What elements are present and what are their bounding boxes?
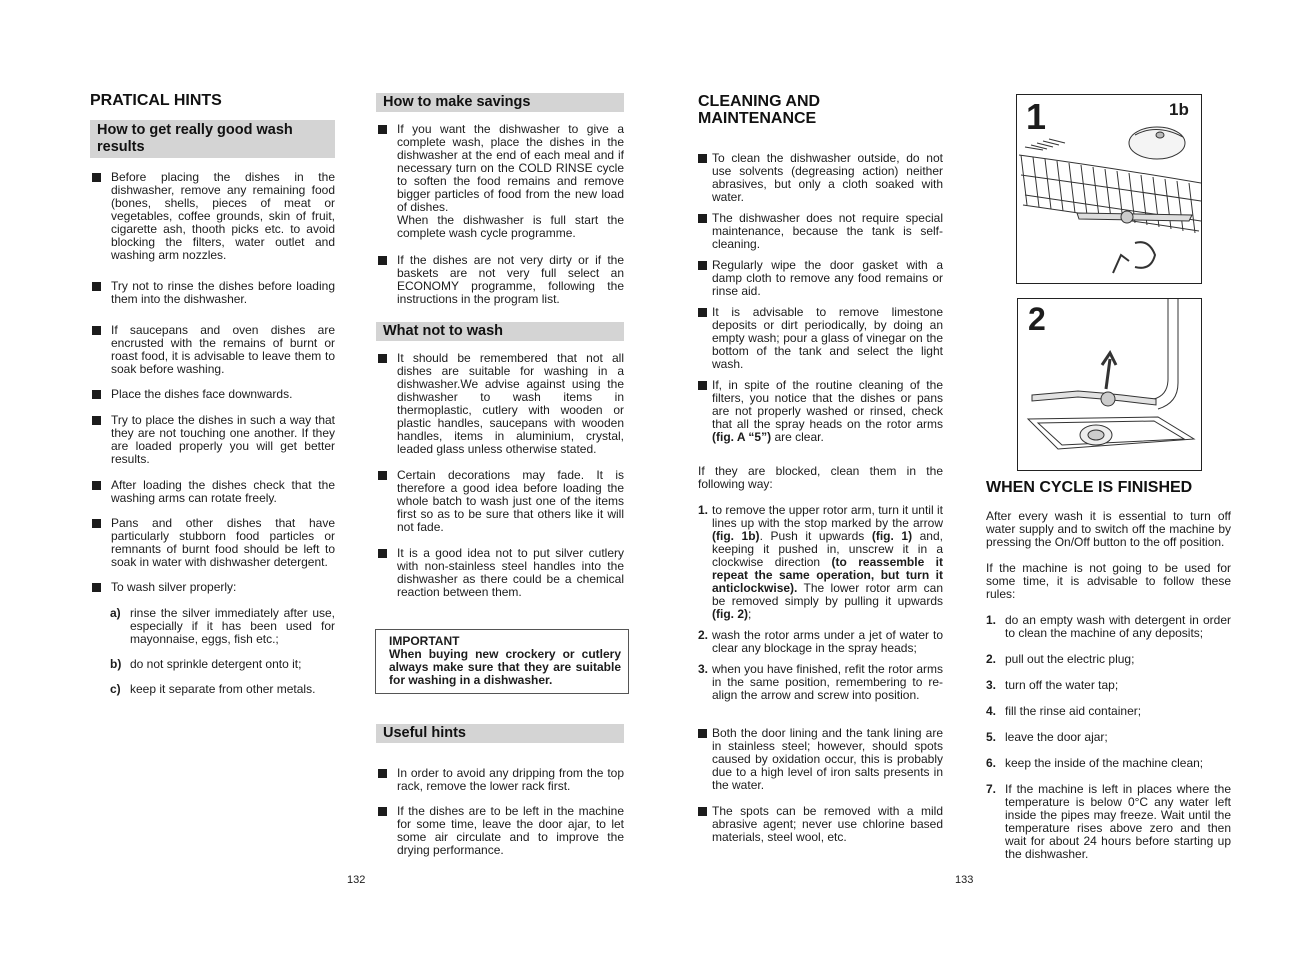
bullet-icon: [92, 583, 101, 592]
bullet-icon: [698, 154, 707, 163]
blocked-intro: If they are blocked, clean them in the following way:: [698, 464, 943, 491]
list-item: After loading the dishes check that the washing arms can rotate freely.: [90, 479, 335, 505]
not-wash-section: [376, 322, 624, 599]
figure-1: [1016, 94, 1202, 284]
bullet-icon: [378, 769, 387, 778]
list-item: In order to avoid any dripping from the top rack, remove the lower rack first.: [376, 767, 624, 793]
cycle-intro: After every wash it is essential to turn off water supply and to switch off the machine by pressing the On/Off button to the off position.: [986, 509, 1231, 549]
savings-heading: How to make savings: [376, 93, 624, 112]
inset-label: 1b: [1169, 100, 1189, 119]
bullet-icon: [92, 519, 101, 528]
bullet-icon: [378, 807, 387, 816]
step-item: 2. wash the rotor arms under a jet of water to clear any blockage in the spray heads;: [698, 628, 943, 655]
list-item: Try not to rinse the dishes before loading them into the dishwasher.: [90, 280, 335, 306]
bullet-icon: [92, 416, 101, 425]
list-item: It is a good idea not to put silver cutlery with non-stainless steel handles into the dishwasher as there could be a chemical reaction between them.: [376, 547, 624, 599]
list-item: It is advisable to remove limestone deposits or dirt periodically, by doing an empty wash; pour a glass of vinegar on the bottom of the tank and select the light wash.: [698, 306, 943, 371]
bullet-icon: [378, 354, 387, 363]
bullet-icon: [92, 390, 101, 399]
cycle-finished-column: [986, 479, 1231, 861]
list-item: If the dishes are not very dirty or if the baskets are not very full select an ECONOMY programme, following the instructions in the program list.: [376, 254, 624, 306]
list-item: If saucepans and oven dishes are encrusted with the remains of burnt or roast food, it is advisable to leave them to soak before washing.: [90, 324, 335, 376]
bullet-icon: [378, 256, 387, 265]
rule-item: 6. keep the inside of the machine clean;: [986, 756, 1204, 770]
important-box: [375, 629, 629, 694]
good-wash-heading: How to get really good wash results: [90, 120, 335, 158]
figure-2: [1017, 298, 1202, 471]
list-item: To clean the dishwasher outside, do not use solvents (degreasing action) neither abrasives, but only a cloth soaked with water.: [698, 152, 943, 204]
practical-hints-column: [90, 92, 335, 696]
bullet-icon: [92, 326, 101, 335]
bullet-icon: [92, 481, 101, 490]
useful-heading: Useful hints: [376, 724, 624, 743]
bullet-icon: [698, 807, 707, 816]
figure-number: 1: [1026, 96, 1047, 137]
silver-step: c) keep it separate from other metals.: [110, 682, 316, 696]
bullet-icon: [698, 381, 707, 390]
cycle-intro-2: If the machine is not going to be used for some time, it is advisable to follow these rules:: [986, 561, 1231, 601]
cleaning-title: CLEANING AND MAINTENANCE: [698, 93, 821, 127]
silver-step: a) rinse the silver immediately after use, especially if it has been used for mayonnaise, eggs, fish etc.;: [110, 606, 335, 646]
lower-rotor-illustration: [1018, 299, 1201, 470]
bullet-icon: [378, 549, 387, 558]
list-item: Regularly wipe the door gasket with a damp cloth to remove any food remains or rinse aid.: [698, 259, 943, 298]
important-text: When buying new crockery or cutlery always make sure that they are suitable for washing in a dishwasher.: [389, 647, 621, 687]
list-item: It should be remembered that not all dishes are suitable for washing in a dishwasher.We advise against using the dishwasher to wash items in thermoplastic, cutlery with wooden or plastic handles, saucepans with wooden handles, items in aluminium, crystal, leaded glass unless otherwise stated.: [376, 352, 624, 456]
list-item: To wash silver properly:: [90, 581, 335, 594]
page-number: 133: [955, 874, 974, 886]
bullet-icon: [92, 173, 101, 182]
list-item: Before placing the dishes in the dishwasher, remove any remaining food (bones, shells, pieces of meat or vegetables, coffee grounds, skin of fruit, cigarette ash, thooth picks etc. to avoid blocking the filters, water outlet and washing arm nozzles.: [90, 171, 335, 262]
list-item: The dishwasher does not require special maintenance, because the tank is self-cleaning.: [698, 212, 943, 251]
page-number: 132: [347, 874, 366, 886]
upper-rack-illustration: [1017, 95, 1201, 283]
rule-item: 7. If the machine is left in places where the temperature is below 0°C any water left inside the pipes may freeze. Wait until the temperature rises above zero and then wait for about 24 hours before starting up the dishwasher.: [986, 782, 1231, 861]
bullet-icon: [378, 125, 387, 134]
list-item: Pans and other dishes that have particularly stubborn food particles or remnants of burnt food should be left to soak in water with dishwasher detergent.: [90, 517, 335, 569]
useful-hints-section: [376, 724, 624, 857]
list-item: The spots can be removed with a mild abrasive agent; never use chlorine based materials, steel wool, etc.: [698, 805, 943, 844]
rule-item: 2. pull out the electric plug;: [986, 652, 1135, 666]
bullet-icon: [92, 282, 101, 291]
rule-item: 3. turn off the water tap;: [986, 678, 1119, 692]
rule-item: 1. do an empty wash with detergent in order to clean the machine of any deposits;: [986, 613, 1231, 640]
list-item-continuation: When the dishwasher is full start the complete wash cycle programme.: [397, 213, 624, 240]
step-item: 1. to remove the upper rotor arm, turn it until it lines up with the stop marked by the arrow (fig. 1b). Push it upwards (fig. 1) and, keeping it pushed in, unscrew it in a clockwise direction (to reassemble it repeat the same operation, but turn it anticlockwise). The lower rotor arm can be removed simply by pulling it upwards (fig. 2);: [698, 503, 943, 621]
cleaning-column: [698, 93, 943, 844]
bullet-icon: [698, 729, 707, 738]
savings-column: [376, 93, 624, 306]
list-item: Certain decorations may fade. It is therefore a good idea before loading the whole batch to wash just one of the items first so as to be sure that others like it will not fade.: [376, 469, 624, 534]
list-item: Place the dishes face downwards.: [90, 388, 335, 401]
rule-item: 4. fill the rinse aid container;: [986, 704, 1142, 718]
rule-item: 5. leave the door ajar;: [986, 730, 1108, 744]
bullet-icon: [698, 214, 707, 223]
bullet-icon: [698, 261, 707, 270]
figure-number: 2: [1028, 301, 1046, 337]
page-title: PRATICAL HINTS: [90, 92, 222, 109]
important-label: IMPORTANT: [389, 634, 460, 648]
list-item: Try to place the dishes in such a way that they are not touching one another. If they are loaded properly you will get better results.: [90, 414, 335, 466]
cycle-heading: WHEN CYCLE IS FINISHED: [986, 479, 1193, 496]
step-item: 3. when you have finished, refit the rotor arms in the same position, remembering to re-align the arrow and screw into position.: [698, 662, 943, 702]
list-item: Both the door lining and the tank lining are in stainless steel; however, should spots caused by oxidation occur, this is probably due to a high level of iron salts presents in the water.: [698, 727, 943, 792]
bullet-icon: [698, 308, 707, 317]
list-item: If the dishes are to be left in the machine for some time, leave the door ajar, to let some air circulate and to improve the drying performance.: [376, 805, 624, 857]
list-item: If, in spite of the routine cleaning of the filters, you notice that the dishes or pans are not properly washed or rinsed, check that all the spray heads on the rotor arms (fig. A “5”) are clear.: [698, 379, 943, 444]
bullet-icon: [378, 471, 387, 480]
not-wash-heading: What not to wash: [376, 322, 624, 341]
list-item: If you want the dishwasher to give a complete wash, place the dishes in the dishwasher at the end of each meal and if necessary turn on the COLD RINSE cycle to soften the food remains and remove bigger particles of food from the new load of dishes.: [376, 123, 624, 214]
silver-step: b) do not sprinkle detergent onto it;: [110, 657, 302, 671]
